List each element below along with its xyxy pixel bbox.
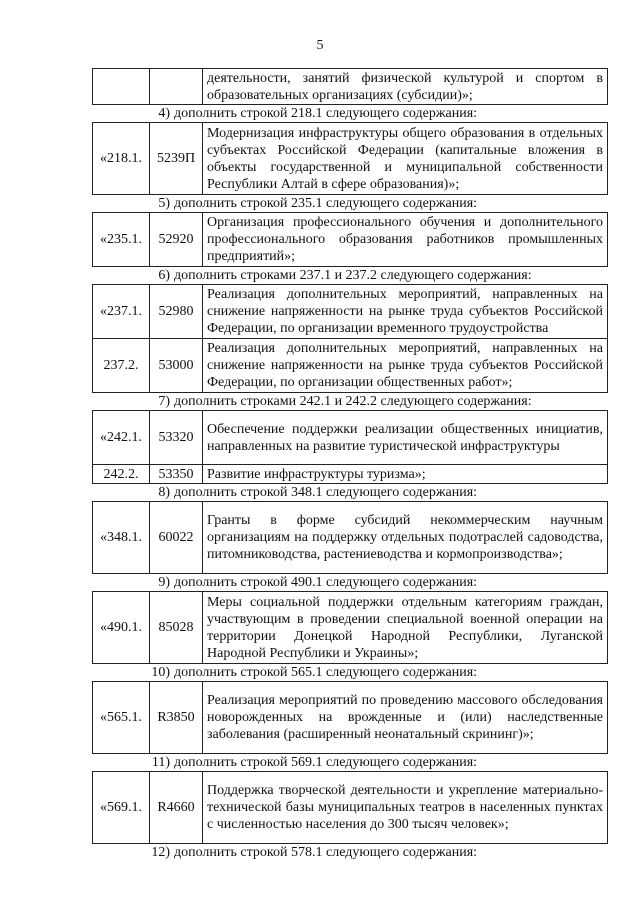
amendment-number: 11) xyxy=(151,755,170,770)
amendment-table xyxy=(92,771,608,844)
cell-kbk: 5239П xyxy=(150,123,203,195)
amendment-number: 9) xyxy=(158,575,170,590)
document-body xyxy=(92,68,608,861)
amendment-item xyxy=(92,267,608,284)
amendment-table xyxy=(92,212,608,267)
cell-text: Гранты в форме субсидий некоммерческим научным организациям на поддержку отдельных подотраслей садоводства, питомниководства, растениеводства и кормопроизводства»; xyxy=(203,502,608,574)
amendment-text: дополнить строкой 578.1 следующего содержания: xyxy=(174,845,478,860)
amendment-item xyxy=(92,754,608,771)
table-row xyxy=(93,772,608,844)
cell-text: Модернизация инфраструктуры общего образования в отдельных субъектах Российской Федерации (капитальные вложения в объекты государственной и муниципальной собственности Республики Алтай в сфере образования)»; xyxy=(203,123,608,195)
table-row xyxy=(93,411,608,465)
page-number: 5 xyxy=(316,38,324,53)
amendment-table xyxy=(92,284,608,393)
table-row xyxy=(93,682,608,754)
cell-code: «235.1. xyxy=(93,213,150,267)
amendment-text: дополнить строкой 565.1 следующего содержания: xyxy=(174,665,478,680)
cell-code: 242.2. xyxy=(93,465,150,484)
table-row xyxy=(93,213,608,267)
amendment-number: 4) xyxy=(158,106,170,121)
amendment-text: дополнить строкой 569.1 следующего содержания: xyxy=(174,755,478,770)
amendment-table xyxy=(92,681,608,754)
cell-text: Реализация мероприятий по проведению массового обследования новорожденных на врожденные и (или) наследственные заболевания (расширенный неонатальный скрининг)»; xyxy=(203,682,608,754)
table-row xyxy=(93,123,608,195)
amendment-item xyxy=(92,574,608,591)
amendment-text: дополнить строкой 235.1 следующего содержания: xyxy=(174,196,478,211)
cell-kbk: 60022 xyxy=(150,502,203,574)
cell-code: «569.1. xyxy=(93,772,150,844)
cell-kbk: 52920 xyxy=(150,213,203,267)
amendment-number: 5) xyxy=(158,196,170,211)
amendment-item xyxy=(92,484,608,501)
amendment-number: 7) xyxy=(158,394,170,409)
amendment-table xyxy=(92,591,608,664)
amendment-text: дополнить строками 242.1 и 242.2 следующего содержания: xyxy=(174,394,532,409)
cell-text: деятельности, занятий физической культурой и спортом в образовательных организациях (субсидии)»; xyxy=(203,69,608,105)
amendment-item xyxy=(92,844,608,861)
cell-text: Организация профессионального обучения и дополнительного профессионального образования работников промышленных предприятий»; xyxy=(203,213,608,267)
amendment-table xyxy=(92,501,608,574)
cell-kbk: 52980 xyxy=(150,285,203,339)
amendment-table xyxy=(92,122,608,195)
amendment-text: дополнить строкой 218.1 следующего содержания: xyxy=(174,106,478,121)
table-row xyxy=(93,339,608,393)
amendment-item xyxy=(92,664,608,681)
cell-text: Поддержка творческой деятельности и укрепление материально-технической базы муниципальных театров в населенных пунктах с численностью населения до 300 тысяч человек»; xyxy=(203,772,608,844)
cell-text: Меры социальной поддержки отдельным категориям граждан, участвующим в проведении специальной военной операции на территории Донецкой Народной Республики, Луганской Народной Республики и Украины»; xyxy=(203,592,608,664)
cell-text: Развитие инфраструктуры туризма»; xyxy=(203,465,608,484)
cell-kbk: R3850 xyxy=(150,682,203,754)
amendment-number: 12) xyxy=(151,845,170,860)
amendment-text: дополнить строкой 348.1 следующего содержания: xyxy=(174,485,478,500)
amendment-text: дополнить строкой 490.1 следующего содержания: xyxy=(174,575,478,590)
cell-kbk: R4660 xyxy=(150,772,203,844)
amendment-item xyxy=(92,105,608,122)
table-row xyxy=(93,465,608,484)
cell-code: «242.1. xyxy=(93,411,150,465)
cell-code: «565.1. xyxy=(93,682,150,754)
cell-code: «218.1. xyxy=(93,123,150,195)
table-row xyxy=(93,69,608,105)
table-row xyxy=(93,502,608,574)
cell-text: Реализация дополнительных мероприятий, направленных на снижение напряженности на рынке труда субъектов Российской Федерации, по организации общественных работ»; xyxy=(203,339,608,393)
amendment-text: дополнить строками 237.1 и 237.2 следующего содержания: xyxy=(174,268,532,283)
cell-code: «490.1. xyxy=(93,592,150,664)
amendment-item xyxy=(92,195,608,212)
cell-kbk: 53350 xyxy=(150,465,203,484)
cell-kbk: 85028 xyxy=(150,592,203,664)
cell-code: «237.1. xyxy=(93,285,150,339)
cell-text: Обеспечение поддержки реализации общественных инициатив, направленных на развитие туристической инфраструктуры xyxy=(203,411,608,465)
cell-code xyxy=(93,69,150,105)
cell-kbk: 53320 xyxy=(150,411,203,465)
amendment-table xyxy=(92,410,608,484)
amendment-item xyxy=(92,393,608,410)
amendment-number: 6) xyxy=(158,268,170,283)
amendment-number: 8) xyxy=(158,485,170,500)
cell-kbk xyxy=(150,69,203,105)
cell-text: Реализация дополнительных мероприятий, направленных на снижение напряженности на рынке труда субъектов Российской Федерации, по организации временного трудоустройства xyxy=(203,285,608,339)
cell-code: 237.2. xyxy=(93,339,150,393)
table-fragment-top xyxy=(92,68,608,105)
amendment-number: 10) xyxy=(151,665,170,680)
table-row xyxy=(93,592,608,664)
cell-code: «348.1. xyxy=(93,502,150,574)
cell-kbk: 53000 xyxy=(150,339,203,393)
table-row xyxy=(93,285,608,339)
